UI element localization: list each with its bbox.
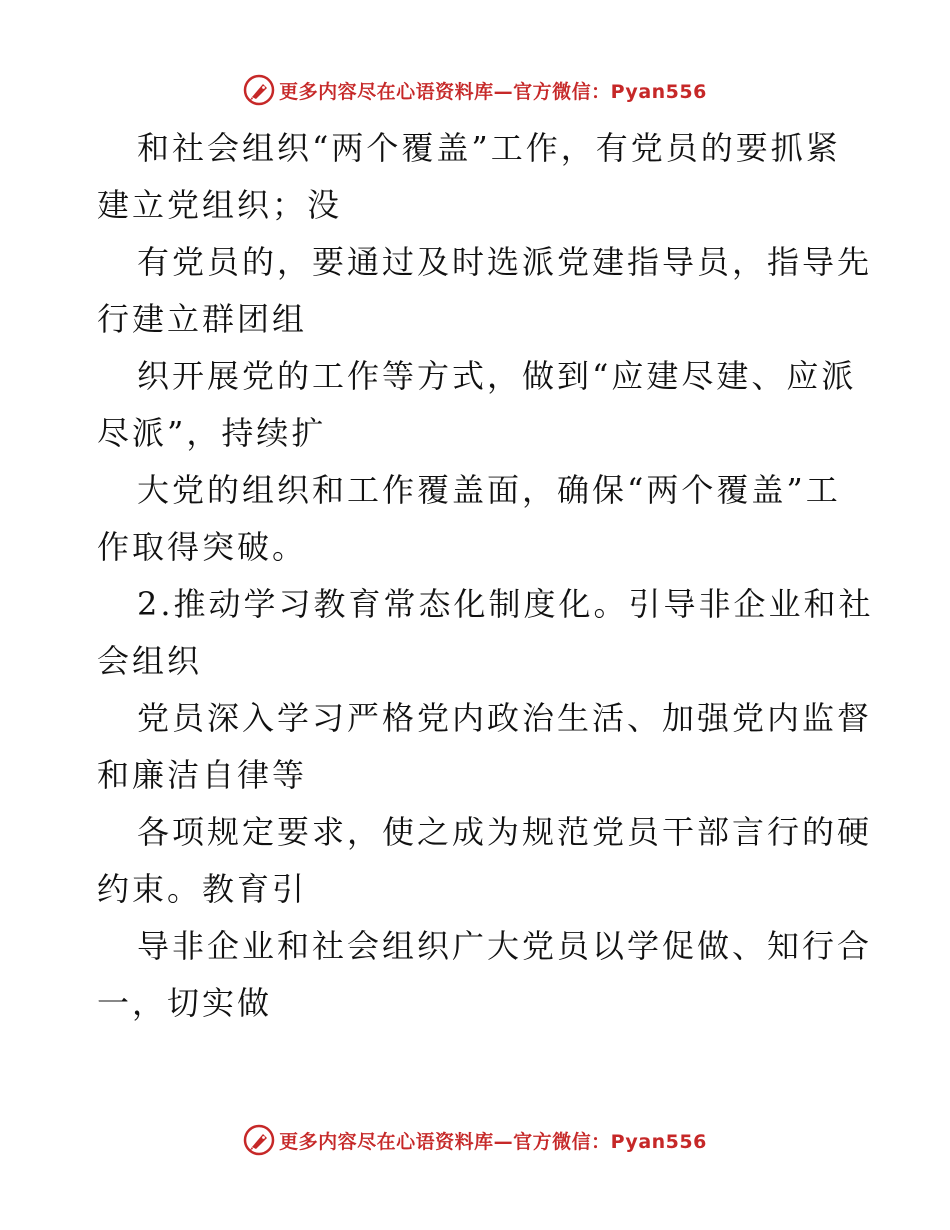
body-line: 建立党组织；没 bbox=[97, 186, 343, 224]
body-line: 作取得突破。 bbox=[97, 528, 308, 566]
body-line: 约束。教育引 bbox=[97, 870, 308, 908]
body-line: 行建立群团组 bbox=[97, 300, 308, 338]
body-line: 大党的组织和工作覆盖面，确保“两个覆盖”工 bbox=[137, 471, 841, 509]
body-line: 有党员的，要通过及时选派党建指导员，指导先 bbox=[137, 243, 873, 281]
footer-banner-text: 更多内容尽在心语资料库—官方微信：Pyan556 bbox=[279, 1130, 707, 1153]
body-line: 党员深入学习严格党内政治生活、加强党内监督 bbox=[137, 699, 873, 737]
body-line: 织开展党的工作等方式，做到“应建尽建、应派 bbox=[137, 357, 857, 395]
body-line: 和社会组织“两个覆盖”工作，有党员的要抓紧 bbox=[137, 129, 841, 167]
body-line: 一，切实做 bbox=[97, 984, 273, 1022]
pen-nib-logo-icon bbox=[243, 1124, 275, 1156]
header-banner bbox=[0, 70, 950, 110]
body-line: 各项规定要求，使之成为规范党员干部言行的硬 bbox=[137, 813, 873, 851]
body-line: 会组织 bbox=[97, 642, 203, 680]
header-banner-text: 更多内容尽在心语资料库—官方微信：Pyan556 bbox=[279, 80, 707, 103]
body-line: 尽派”，持续扩 bbox=[97, 414, 327, 452]
footer-banner bbox=[0, 1120, 950, 1160]
body-line: 和廉洁自律等 bbox=[97, 756, 308, 794]
document-body bbox=[97, 120, 874, 1032]
body-line: 导非企业和社会组织广大党员以学促做、知行合 bbox=[137, 927, 873, 965]
body-line: 2.推动学习教育常态化制度化。引导非企业和社 bbox=[137, 585, 874, 623]
pen-nib-logo-icon bbox=[243, 74, 275, 106]
